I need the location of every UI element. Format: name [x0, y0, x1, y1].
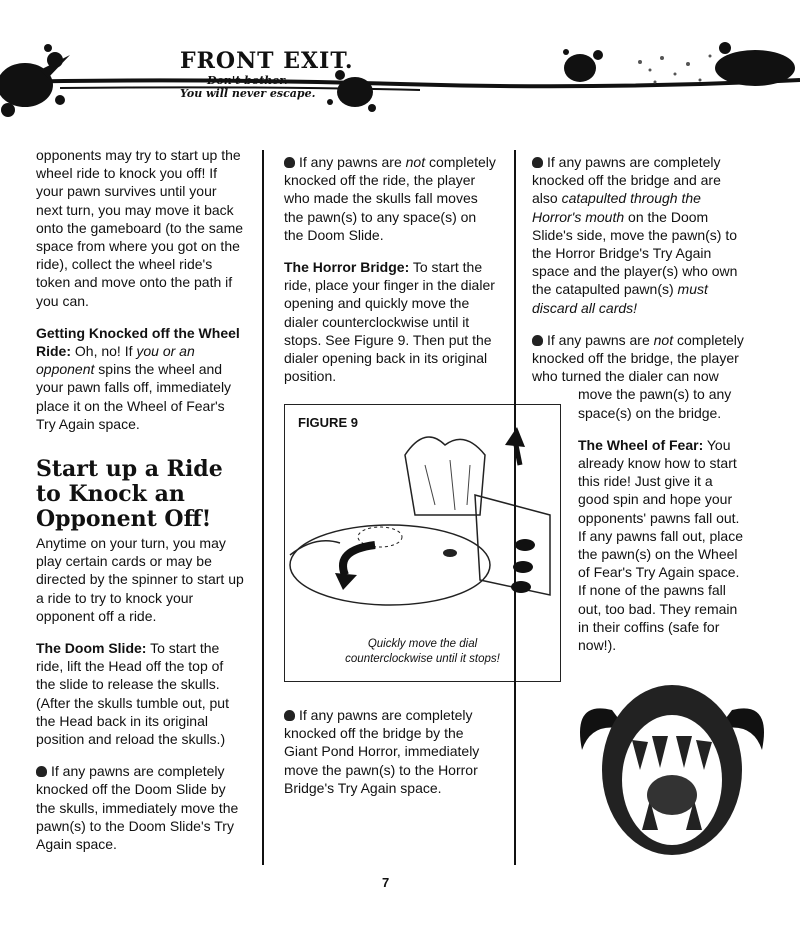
subheading: The Horror Bridge: [284, 259, 410, 276]
page-number: 7 [382, 875, 390, 890]
skull-bullet-icon [284, 710, 295, 721]
header-subtitle-1: Don't bother. [207, 74, 288, 87]
paragraph: Anytime on your turn, you may play certain cards or may be directed by the spinner to start up a ride to try to knock your opponent off a ride. [36, 535, 244, 624]
figure-label: FIGURE 9 [298, 415, 358, 430]
horror-head-illustration [572, 670, 772, 870]
bullet-paragraph-continued: move the pawn(s) to any space(s) on the bridge. [578, 386, 732, 421]
skull-bullet-icon [284, 157, 295, 168]
bullet-paragraph: If any pawns are completely knocked off the bridge and are also catapulted through the Horror's mouth on the Doom Slide's side, move the pawn(s) to the Horror Bridge's Try Again space and the player(s) who own the catapulted pawn(s) must discard all cards! [532, 154, 738, 316]
column-1 [36, 146, 246, 867]
header-subtitle-2: You will never escape. [180, 87, 316, 100]
skull-bullet-icon [532, 335, 543, 346]
header-splatter-art [0, 0, 800, 125]
bullet-paragraph: If any pawns are completely knocked off the bridge by the Giant Pond Horror, immediately move the pawn(s) to the Horror Bridge's Try Again space. [284, 707, 480, 796]
wheel-of-fear-paragraph: The Wheel of Fear: You already know how to start this ride! Just give it a good spin and hope your opponents' pawns fall out. If any pawns fall out, place the pawn(s) on the Wheel of Fear's Try Again space. If none of the pawns fall out, too bad. They remain in their coffins (safe for now!). [578, 436, 743, 654]
page-header [0, 0, 800, 125]
figure-illustration [285, 405, 559, 630]
column-2 [284, 153, 499, 399]
column-divider [514, 150, 516, 865]
skull-bullet-icon [36, 766, 47, 777]
figure-caption: Quickly move the dial counterclockwise until it stops! [345, 638, 500, 665]
horror-bridge-paragraph: The Horror Bridge: To start the ride, place your finger in the dialer opening and quickly move the dialer counterclockwise until it stops. See Figure 9. Then put the dialer opening back in its original position. [284, 259, 495, 385]
knocked-off-paragraph: Getting Knocked off the Wheel Ride: Oh, no! If you or an opponent spins the wheel and your pawn falls off, immediately place it on the Wheel of Fear's Try Again space. [36, 324, 240, 432]
header-title: FRONT EXIT. [180, 48, 354, 74]
figure-9 [284, 404, 561, 682]
subheading: Getting Knocked off the Wheel Ride: [36, 324, 240, 360]
column-divider [262, 150, 264, 865]
section-heading: Start up a Ride to Knock an Opponent Off! [36, 456, 223, 533]
subheading: The Doom Slide: [36, 640, 147, 657]
column-2-lower [284, 706, 499, 811]
column-3 [532, 153, 744, 668]
skull-bullet-icon [532, 157, 543, 168]
bullet-paragraph: If any pawns are not completely knocked off the ride, the player who made the skulls fall moves the pawn(s) to any space(s) on the Doom Slide. [284, 154, 496, 243]
subheading: The Wheel of Fear: [578, 436, 704, 453]
bullet-paragraph: If any pawns are completely knocked off the Doom Slide by the skulls, immediately move the pawn(s) to the Doom Slide's Try Again space. [36, 763, 239, 853]
doom-slide-paragraph: The Doom Slide: To start the ride, lift the Head off the top of the slide to release the skulls. (After the skulls tumble out, put the Head back in its original position and reload the skulls.) [36, 640, 229, 748]
paragraph: opponents may try to start up the wheel ride to knock you off! If your pawn survives until your next turn, you may move it back onto the gameboard (to the same space from where you got on the ride), collect the wheel ride's token and move onto the path if you can. [36, 147, 244, 309]
bullet-paragraph: If any pawns are not completely knocked off the bridge, the player who turned the dialer can now [532, 331, 744, 385]
